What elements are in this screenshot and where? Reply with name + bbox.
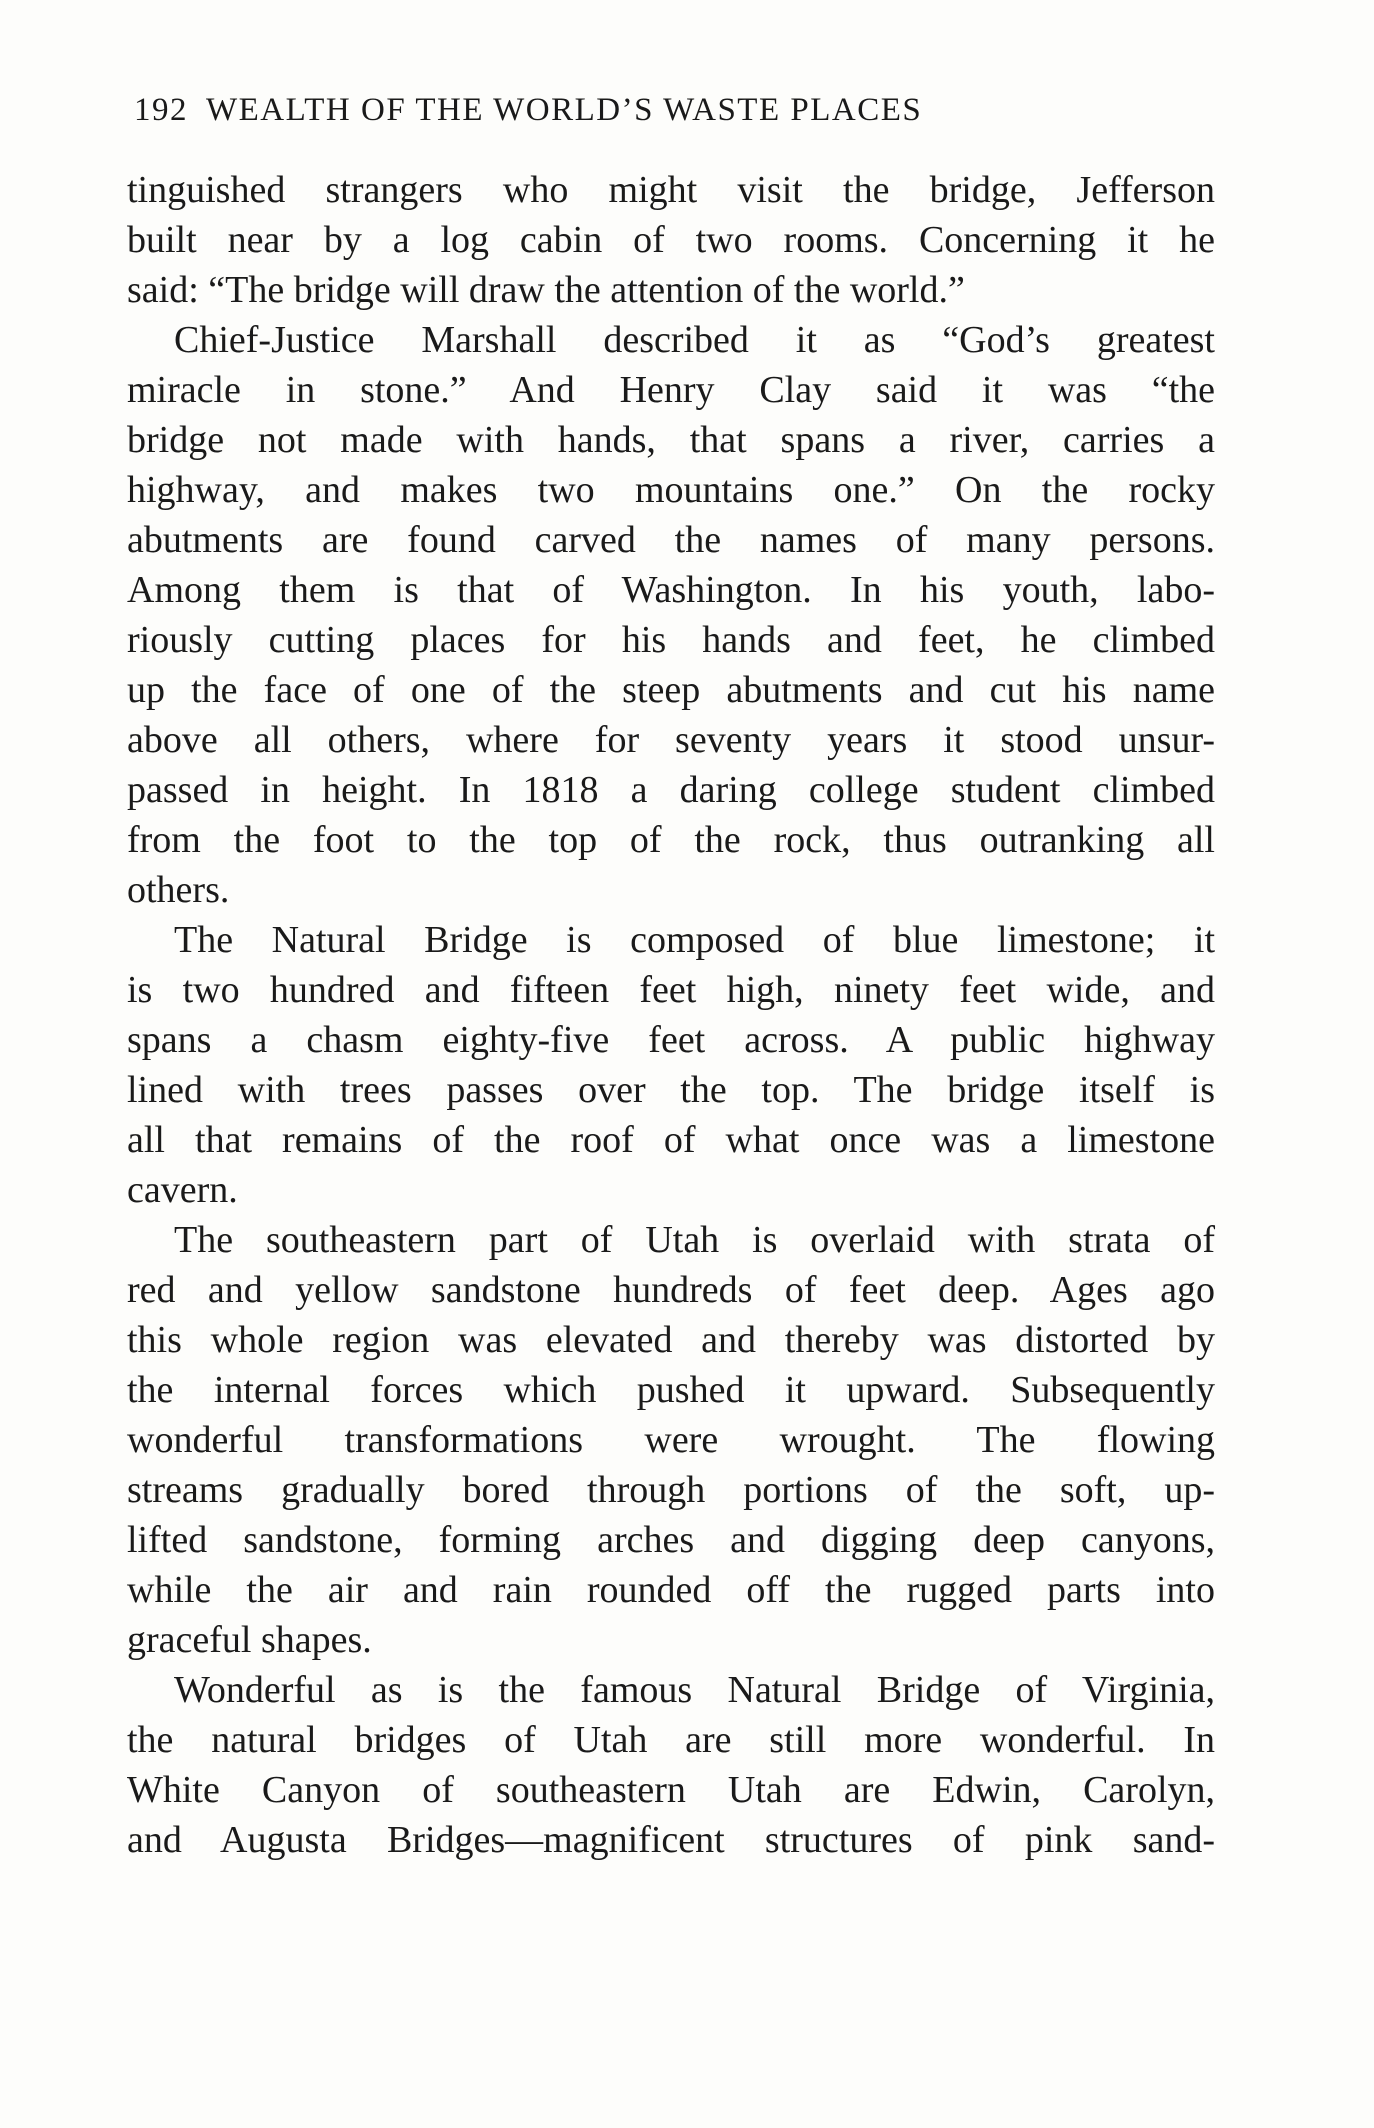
text-line: up the face of one of the steep abutments and cut his name	[127, 669, 1215, 711]
text-line: built near by a log cabin of two rooms. Concerning it he	[127, 219, 1215, 261]
running-title: WEALTH OF THE WORLD’S WASTE PLACES	[206, 92, 923, 128]
text-line: Wonderful as is the famous Natural Bridge of Virginia,	[174, 1669, 1215, 1711]
text-line: spans a chasm eighty-five feet across. A public highway	[127, 1019, 1215, 1061]
text-line: the natural bridges of Utah are still more wonderful. In	[127, 1719, 1215, 1761]
running-header	[134, 92, 1124, 129]
text-line: White Canyon of southeastern Utah are Edwin, Carolyn,	[127, 1769, 1215, 1811]
text-line: The southeastern part of Utah is overlaid with strata of	[174, 1219, 1215, 1261]
text-line: while the air and rain rounded off the rugged parts into	[127, 1569, 1215, 1611]
text-line: from the foot to the top of the rock, thus outranking all	[127, 819, 1215, 861]
text-line: lifted sandstone, forming arches and digging deep canyons,	[127, 1519, 1215, 1561]
text-line: Chief-Justice Marshall described it as “God’s greatest	[174, 319, 1215, 361]
text-line: others.	[127, 869, 230, 911]
text-line: and Augusta Bridges—magnificent structures of pink sand-	[127, 1819, 1215, 1861]
text-line: abutments are found carved the names of many persons.	[127, 519, 1215, 561]
text-line: riously cutting places for his hands and feet, he climbed	[127, 619, 1215, 661]
text-line: the internal forces which pushed it upward. Subsequently	[127, 1369, 1215, 1411]
text-line: graceful shapes.	[127, 1619, 372, 1661]
text-line: wonderful transformations were wrought. The flowing	[127, 1419, 1215, 1461]
text-line: is two hundred and fifteen feet high, ninety feet wide, and	[127, 969, 1215, 1011]
page-number: 192	[134, 92, 188, 128]
text-line: The Natural Bridge is composed of blue limestone; it	[174, 919, 1215, 961]
text-line: streams gradually bored through portions of the soft, up-	[127, 1469, 1215, 1511]
text-line: highway, and makes two mountains one.” On the rocky	[127, 469, 1215, 511]
text-line: above all others, where for seventy years it stood unsur-	[127, 719, 1215, 761]
text-line: tinguished strangers who might visit the bridge, Jefferson	[127, 169, 1215, 211]
text-line: red and yellow sandstone hundreds of feet deep. Ages ago	[127, 1269, 1215, 1311]
text-line: all that remains of the roof of what once was a limestone	[127, 1119, 1215, 1161]
text-line: cavern.	[127, 1169, 238, 1211]
text-line: miracle in stone.” And Henry Clay said it was “the	[127, 369, 1215, 411]
text-line: passed in height. In 1818 a daring college student climbed	[127, 769, 1215, 811]
body-text	[127, 165, 1215, 1865]
text-line: this whole region was elevated and thereby was distorted by	[127, 1319, 1215, 1361]
text-line: bridge not made with hands, that spans a river, carries a	[127, 419, 1215, 461]
text-line: said: “The bridge will draw the attention of the world.”	[127, 269, 965, 311]
text-line: lined with trees passes over the top. The bridge itself is	[127, 1069, 1215, 1111]
text-line: Among them is that of Washington. In his youth, labo-	[127, 569, 1215, 611]
